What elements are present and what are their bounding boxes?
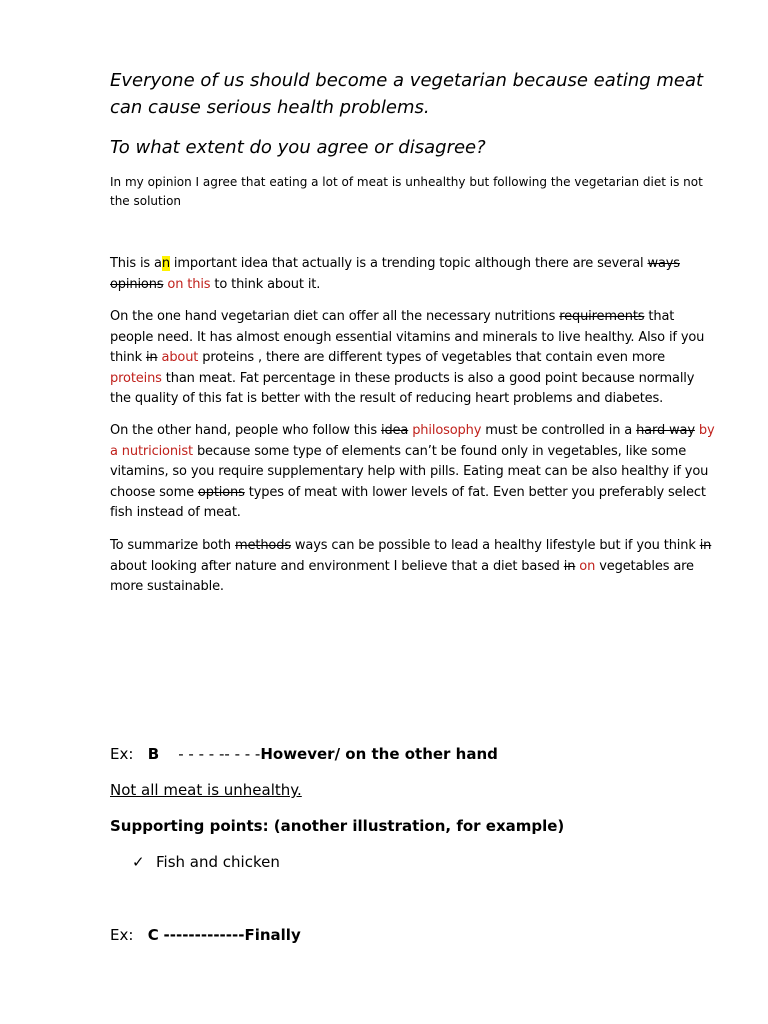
paragraph-1 <box>110 254 715 295</box>
exercise-letter: B <box>147 745 160 763</box>
struck-word: ways <box>647 256 680 271</box>
intro-paragraph: In my opinion I agree that eating a lot of meat is unhealthy but following the vegetarian diet is not the solution <box>110 175 703 208</box>
correction-text: about <box>157 350 199 365</box>
text-run: ways can be possible to lead a healthy lifestyle but if you think <box>290 538 700 553</box>
essay-prompt: Everyone of us should become a vegetarian because eating meat can cause serious health problems. <box>110 70 704 118</box>
struck-word: in <box>699 538 712 553</box>
highlighted-letter: n <box>161 256 170 271</box>
essay-question: To what extent do you agree or disagree? <box>110 137 486 158</box>
struck-word: requirements <box>559 309 645 324</box>
struck-word: hard way <box>636 423 695 438</box>
struck-word: in <box>145 350 158 365</box>
text-run: important idea that actually is a trending topic although there are several <box>169 256 648 271</box>
exercise-connector: However/ on the other hand <box>260 745 498 763</box>
text-run: To summarize both <box>110 538 236 553</box>
text-run: because some type of elements can’t be found only in vegetables, like some vitamins, so you require supplementary help with pills. Eating meat can be also healthy if you choose some <box>110 443 709 500</box>
correction-text: on this <box>163 276 211 292</box>
correction-text: philosophy <box>408 423 482 438</box>
text-run: to think about it. <box>210 276 321 292</box>
checklist-item <box>132 852 280 872</box>
text-run: that people need. It has almost enough essential vitamins and minerals to live healthy. Also if you think <box>110 309 705 365</box>
exercise-c-line <box>110 925 301 945</box>
checklist-item-text: Fish and chicken <box>156 853 280 871</box>
text-run: about looking after nature and environment I believe that a diet based <box>110 558 564 574</box>
exercise-prefix: Ex: <box>110 745 134 763</box>
correction-text: on <box>575 558 596 574</box>
correction-text: by a nutricionist <box>110 423 715 459</box>
check-icon: ✓ <box>132 853 145 871</box>
text-run: On the other hand, people who follow this <box>110 423 381 438</box>
text-run: than meat. Fat percentage in these products is also a good point because normally the quality of this fat is better with the result of reducing heart problems and diabetes. <box>110 370 695 406</box>
exercise-connector: Finally <box>244 926 301 944</box>
exercise-dashes: ------------- <box>163 926 245 944</box>
correction-text: proteins <box>110 370 162 386</box>
struck-word: in <box>563 558 576 574</box>
struck-word: methods <box>235 538 291 553</box>
text-run: types of meat with lower levels of fat. Even better you preferably select fish instead of meat. <box>110 484 706 520</box>
struck-word: opinions <box>110 276 164 292</box>
paragraph-3 <box>110 421 715 524</box>
text-run: must be controlled in a <box>481 423 637 438</box>
text-run: This is a <box>110 256 162 271</box>
struck-word: options <box>197 484 245 500</box>
struck-word: idea <box>380 423 409 438</box>
text-run: On the one hand vegetarian diet can offer all the necessary nutritions <box>110 309 560 324</box>
text-run: vegetables are more sustainable. <box>110 558 694 594</box>
supporting-points-label: Supporting points: (another illustration, for example) <box>110 817 565 835</box>
topic-sentence: Not all meat is unhealthy. <box>110 781 302 799</box>
exercise-b-line <box>110 744 498 764</box>
exercise-prefix: Ex: <box>110 926 134 944</box>
exercise-dashes: - - - - -- - - - <box>178 745 261 763</box>
paragraph-2 <box>110 307 715 410</box>
exercise-letter: C <box>147 926 159 944</box>
paragraph-4 <box>110 536 715 598</box>
text-run: proteins , there are different types of vegetables that contain even more <box>198 350 665 365</box>
